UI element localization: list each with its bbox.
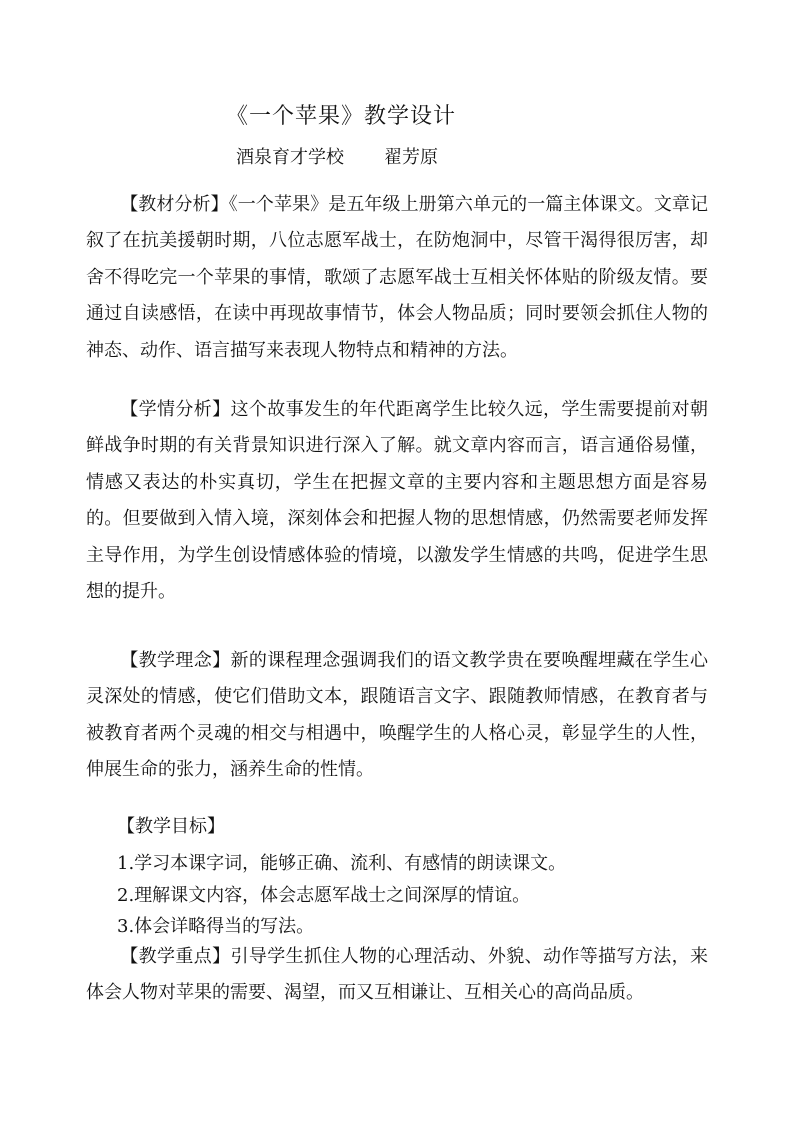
section-text: 《一个苹果》是五年级上册第六单元的一篇主体课文。文章记叙了在抗美援朝时期，八位志愿军战士，在防炮洞中，尽管干渴得很厉害，却舍不得吃完一个苹果的事情，歌颂了志愿军战士互相关怀体贴的阶级友情。要通过自读感悟，在读中再现故事情节，体会人物品质；同时要领会抓住人物的神态、动作、语言描写来表现人物特点和精神的方法。	[86, 194, 709, 361]
section-heading: 【学情分析】	[120, 399, 231, 420]
section-heading: 【教学重点】	[120, 946, 231, 967]
goal-item: 3.体会详略得当的写法。	[117, 916, 315, 937]
section-text: 这个故事发生的年代距离学生比较久远，学生需要提前对朝鲜战争时期的有关背景知识进行深入了解。就文章内容而言，语言通俗易懂，情感又表达的朴实真切，学生在把握文章的主要内容和主题思想方面是容易的。但要做到入情入境，深刻体会和把握人物的思想情感，仍然需要老师发挥主导作用，为学生创设情感体验的情境，以激发学生情感的共鸣，促进学生思想的提升。	[86, 399, 709, 603]
section-text: 新的课程理念强调我们的语文教学贵在要唤醒埋藏在学生心灵深处的情感，使它们借助文本，跟随语言文字、跟随教师情感，在教育者与被教育者两个灵魂的相交与相遇中，唤醒学生的人格心灵，彰显学生的人性，伸展生命的张力，涵养生命的性情。	[86, 650, 709, 781]
section-teaching-philosophy	[86, 643, 708, 789]
section-heading: 【教学理念】	[120, 650, 231, 671]
document-title: 《一个苹果》教学设计	[226, 104, 457, 129]
school-name: 酒泉育才学校	[236, 147, 344, 168]
section-text: 引导学生抓住人物的心理活动、外貌、动作等描写方法，来体会人物对苹果的需要、渴望，而又互相谦让、互相关心的高尚品质。	[86, 946, 709, 1004]
section-material-analysis	[86, 187, 708, 369]
goal-item: 1.学习本课字词，能够正确、流利、有感情的朗读课文。	[117, 853, 567, 874]
goal-item: 2.理解课文内容，体会志愿军战士之间深厚的情谊。	[117, 885, 531, 906]
byline	[236, 145, 438, 171]
section-teaching-goals-heading: 【教学目标】	[117, 816, 225, 837]
section-key-points	[86, 939, 708, 1012]
section-heading: 【教材分析】	[120, 194, 229, 215]
author-name: 翟芳原	[384, 147, 438, 168]
section-student-analysis	[86, 392, 708, 610]
